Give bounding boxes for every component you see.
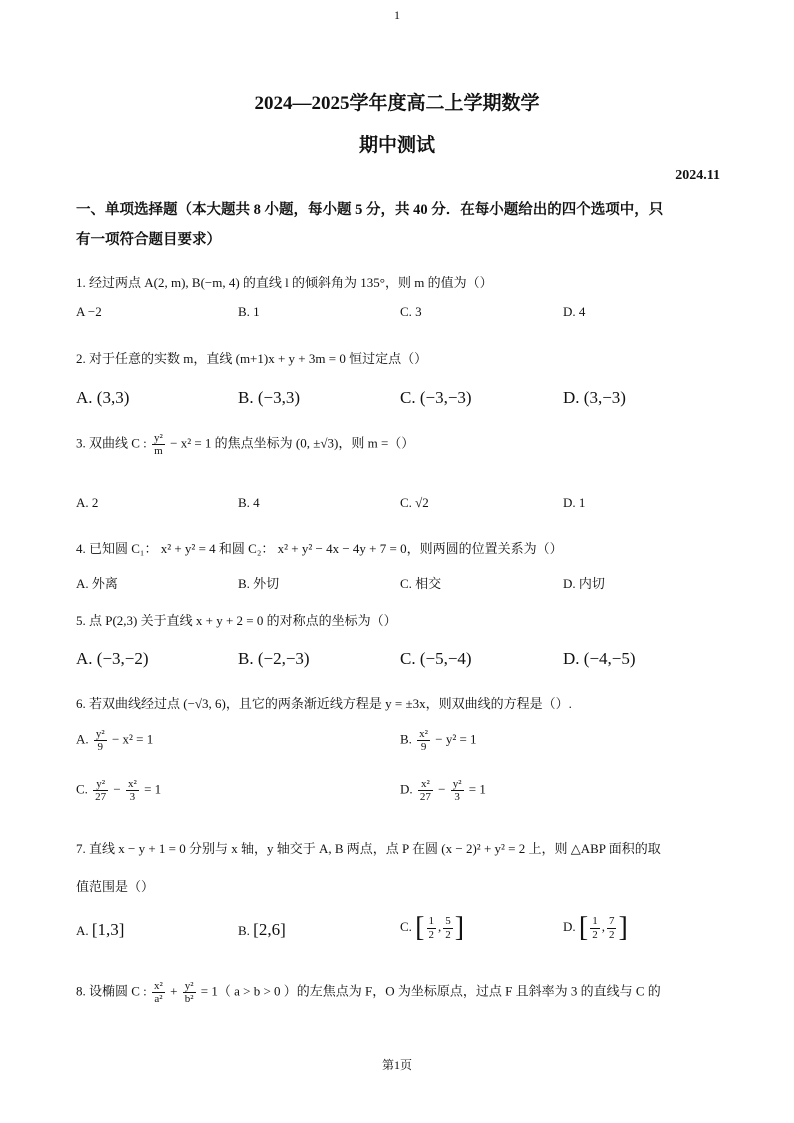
denominator: b² — [184, 993, 194, 1006]
question-5 — [76, 610, 397, 629]
fraction — [152, 980, 165, 1005]
denominator: 9 — [97, 741, 104, 754]
question-4 — [76, 538, 563, 557]
option-label: D. — [563, 918, 576, 934]
numerator: x² — [419, 728, 428, 740]
fraction — [183, 980, 196, 1005]
question-number: 6. — [76, 696, 86, 711]
question-text: 点 P(2,3) 关于直线 x + y + 2 = 0 的对称点的坐标为（） — [89, 613, 397, 628]
option-rest: − x² = 1 — [111, 731, 154, 747]
question-8 — [76, 980, 661, 1005]
question-1 — [76, 272, 493, 291]
section-heading-line1: 一、单项选择题（本大题共 8 小题，每小题 5 分，共 40 分．在每小题给出的四个选项中，只 — [76, 202, 664, 218]
fraction — [451, 778, 464, 803]
option-text: [1,3] — [91, 920, 125, 939]
option-label: C. — [76, 781, 88, 797]
q4-option-b: B. 外切 — [238, 576, 280, 591]
denominator: 27 — [95, 791, 107, 804]
fraction — [590, 915, 600, 940]
fraction — [93, 778, 108, 803]
option-rest: = 1 — [144, 781, 162, 797]
q7-option-b — [238, 920, 286, 940]
q6-option-b — [400, 728, 477, 753]
fraction — [94, 728, 107, 753]
q1-option-d: D. 4 — [563, 304, 586, 319]
question-text: 若双曲线经过点 (−√3, 6)，且它的两条渐近线方程是 y = ±3x，则双曲线的方程是（）. — [89, 696, 572, 711]
denominator: 3 — [129, 791, 136, 804]
option-label: D. — [400, 781, 413, 797]
option-mid: − — [438, 781, 446, 797]
q2-option-a: A. (3,3) — [76, 388, 130, 407]
q7-option-d: D. [ $\frac{1}{2}$ , $\frac{7}{2}$ ] — [563, 912, 628, 943]
fraction — [152, 432, 165, 457]
q3-option-a: A. 2 — [76, 495, 99, 510]
q6-option-d — [400, 778, 486, 803]
q1-option-a: A −2 — [76, 304, 102, 319]
fraction — [417, 728, 430, 753]
question-number: 5. — [76, 613, 86, 628]
q3-option-c: C. √2 — [400, 495, 429, 510]
page-footer: 第1页 — [381, 1058, 412, 1072]
fraction — [443, 915, 453, 940]
question-text: 对于任意的实数 m，直线 (m+1)x + y + 3m = 0 恒过定点（） — [89, 351, 428, 366]
option-label: B. — [238, 923, 250, 938]
q5-option-b: B. (−2,−3) — [238, 649, 310, 668]
numerator: x² — [418, 778, 433, 791]
q2-option-b: B. (−3,3) — [238, 388, 300, 407]
question-text-line1: 直线 x − y + 1 = 0 分别与 x 轴，y 轴交于 A, B 两点，点 P 在圆 (x − 2)² + y² = 2 上，则 △ABP 面积的取 — [89, 841, 661, 856]
numerator: y² — [184, 980, 194, 992]
numerator: 7 — [608, 915, 615, 928]
numerator: 5 — [445, 915, 451, 928]
question-6 — [76, 693, 572, 712]
denominator: 2 — [445, 928, 451, 941]
q7-option-a — [76, 920, 124, 940]
option-rest: = 1 — [468, 781, 486, 797]
question-number: 3. — [76, 435, 86, 451]
numerator: 1 — [592, 915, 598, 928]
fraction — [126, 778, 139, 803]
q3-option-b: B. 4 — [238, 495, 260, 510]
question-number: 1. — [76, 275, 86, 290]
q5-option-a: A. (−3,−2) — [76, 649, 149, 668]
denominator: 3 — [454, 791, 460, 804]
option-label: A. — [76, 731, 89, 747]
question-number: 4. — [76, 541, 86, 556]
question-text: 经过两点 A(2, m), B(−m, 4) 的直线 l 的倾斜角为 135°，则 m 的值为（） — [89, 275, 493, 290]
denominator: 27 — [419, 791, 431, 804]
q5-option-d: D. (−4,−5) — [563, 649, 636, 668]
denominator: a² — [154, 993, 163, 1006]
q1-option-b: B. 1 — [238, 304, 260, 319]
question-7 — [76, 838, 661, 857]
numerator: x² — [128, 778, 137, 790]
q1-option-c: C. 3 — [400, 304, 422, 319]
exam-date: 2024.11 — [675, 168, 720, 183]
q2-option-c: C. (−3,−3) — [400, 388, 472, 407]
q4-option-d: D. 内切 — [563, 576, 605, 591]
denominator: m — [154, 445, 163, 458]
numerator: y² — [154, 432, 163, 444]
exam-title: 2024—2025学年度高二上学期数学 — [254, 93, 540, 114]
option-label: C. — [400, 918, 412, 934]
question-text-post: − x² = 1 的焦点坐标为 (0, ±√3)，则 m =（） — [170, 435, 415, 451]
fraction — [427, 915, 437, 940]
question-text-post: = 1（ a > b > 0 ）的左焦点为 F，O 为坐标原点，过点 F 且斜率为 3 的直线与 C 的 — [200, 983, 661, 999]
page-number-top: 1 — [394, 8, 400, 22]
question-number: 8. — [76, 983, 86, 999]
fraction — [418, 778, 433, 803]
question-3 — [76, 432, 414, 457]
numerator: y² — [95, 728, 105, 740]
question-number: 2. — [76, 351, 86, 366]
option-mid: − — [113, 781, 121, 797]
section-heading-line2: 有一项符合题目要求） — [76, 232, 221, 248]
q6-option-c — [76, 778, 161, 803]
q2-option-d: D. (3,−3) — [563, 388, 626, 407]
q4-option-c: C. 相交 — [400, 576, 442, 591]
q7-option-c: C. [ $\frac{1}{2}$ , $\frac{5}{2}$ ] — [400, 912, 465, 943]
q6-option-a — [76, 728, 153, 753]
numerator: y² — [452, 778, 462, 790]
denominator: 2 — [428, 928, 434, 941]
option-label: B. — [400, 731, 412, 747]
plus-sign: + — [170, 983, 178, 999]
q5-option-c: C. (−5,−4) — [400, 649, 472, 668]
q4-option-a: A. 外离 — [76, 576, 118, 591]
option-text: [2,6] — [253, 920, 286, 939]
question-text-pre: 设椭圆 C : — [89, 983, 147, 999]
denominator: 9 — [420, 741, 427, 754]
question-text-pre: 双曲线 C : — [89, 435, 147, 451]
numerator: 1 — [428, 915, 434, 928]
question-2 — [76, 348, 427, 367]
question-7-line2: 值范围是（） — [76, 879, 155, 894]
numerator: x² — [154, 980, 163, 992]
denominator: 2 — [608, 928, 615, 941]
question-number: 7. — [76, 841, 86, 856]
denominator: 2 — [592, 928, 598, 941]
option-label: A. — [76, 923, 89, 938]
q3-option-d: D. 1 — [563, 495, 586, 510]
exam-subtitle: 期中测试 — [358, 135, 435, 156]
fraction — [607, 915, 617, 940]
option-rest: − y² = 1 — [435, 731, 477, 747]
numerator: y² — [93, 778, 108, 791]
question-text: 已知圆 C₁： x² + y² = 4 和圆 C₂： x² + y² − 4x − 4y + 7 = 0，则两圆的位置关系为（） — [89, 541, 563, 556]
